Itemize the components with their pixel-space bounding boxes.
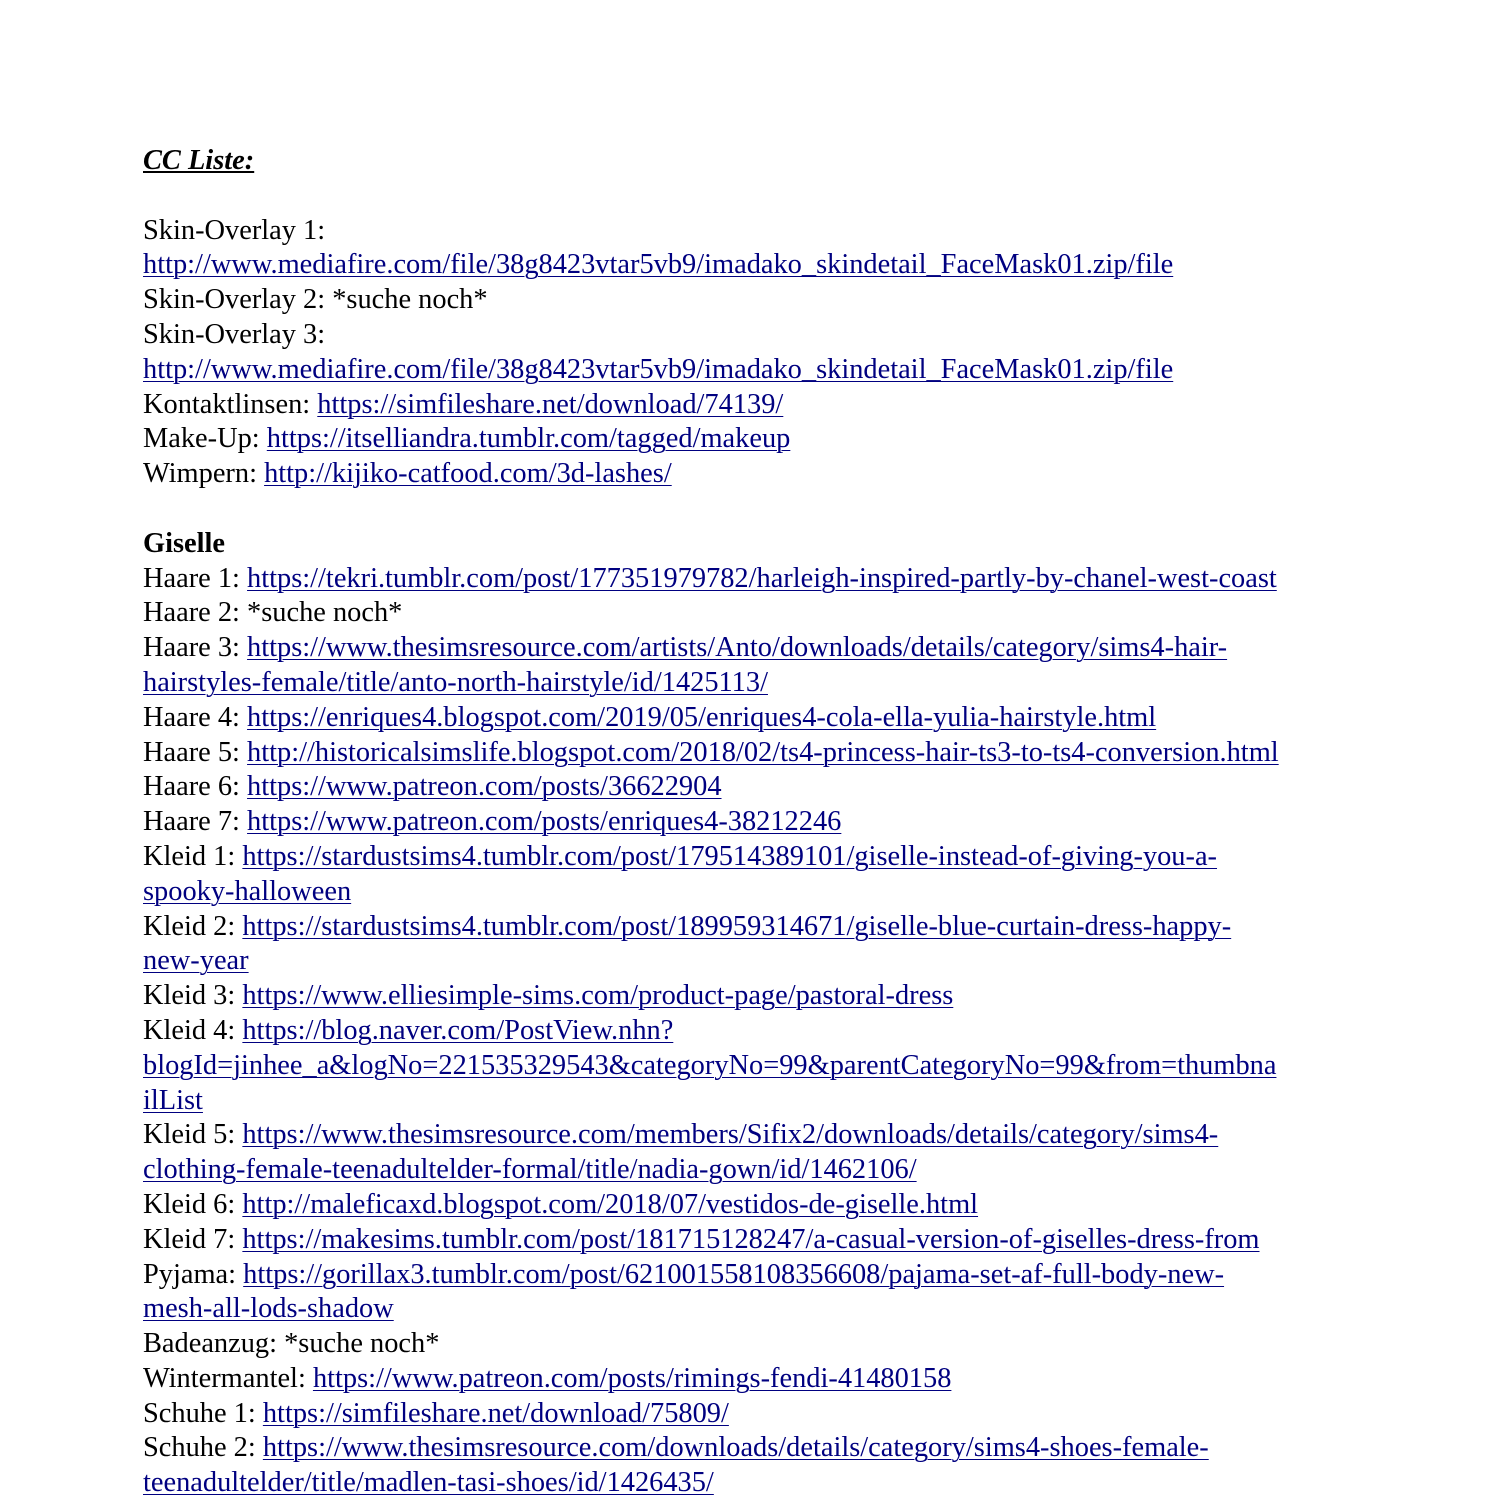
blank-line <box>143 492 1373 527</box>
list-item-label: Wintermantel: <box>143 1362 313 1394</box>
list-item-label: Badeanzug: *suche noch* <box>143 1328 440 1360</box>
list-item-label: Schuhe 1: <box>143 1397 263 1429</box>
list-item <box>143 562 1373 597</box>
link-skin-overlay-1[interactable]: http://www.mediafire.com/file/38g8423vtar5vb9/imadako_skindetail_FaceMask01.zip/file <box>143 249 1174 281</box>
list-item-label: Skin-Overlay 3: <box>143 318 326 350</box>
list-item-label: Kleid 5: <box>143 1119 243 1151</box>
link-skin-overlay-3[interactable]: http://www.mediafire.com/file/38g8423vtar5vb9/imadako_skindetail_FaceMask01.zip/file <box>143 353 1174 385</box>
list-item <box>143 770 1373 805</box>
list-item-label: Haare 2: *suche noch* <box>143 597 403 629</box>
list-item <box>143 701 1373 736</box>
link-text-part: https://blog.naver.com/PostView.nhn? <box>242 1014 674 1046</box>
link-haare-6[interactable]: https://www.patreon.com/posts/36622904 <box>247 771 722 803</box>
link-haare-1[interactable]: https://tekri.tumblr.com/post/177351979782/harleigh-inspired-partly-by-chanel-west-coast <box>247 562 1277 594</box>
link-text-part: new-year <box>143 945 249 977</box>
link-schuhe-1[interactable]: https://simfileshare.net/download/75809/ <box>262 1397 729 1429</box>
list-item-label: Pyjama: <box>143 1258 244 1290</box>
list-item-label: Kleid 4: <box>143 1014 243 1046</box>
link-kleid-3[interactable]: https://www.elliesimple-sims.com/product-page/pastoral-dress <box>242 980 954 1012</box>
link-text-part: https://gorillax3.tumblr.com/post/621001558108356608/pajama-set-af-full-body-new- <box>243 1258 1225 1290</box>
link-haare-7[interactable]: https://www.patreon.com/posts/enriques4-38212246 <box>247 806 842 838</box>
link-text-part: https://www.thesimsresource.com/artists/Anto/downloads/details/category/sims4-hair- <box>247 632 1228 664</box>
list-item-label: Kleid 7: <box>143 1223 243 1255</box>
list-item <box>143 1258 1373 1328</box>
list-item <box>143 979 1373 1014</box>
link-kleid-6[interactable]: http://maleficaxd.blogspot.com/2018/07/vestidos-de-giselle.html <box>242 1188 979 1220</box>
list-item <box>143 1223 1373 1258</box>
section-heading-giselle: Giselle <box>143 527 225 559</box>
link-text-part: https://www.thesimsresource.com/downloads/details/category/sims4-shoes-female- <box>262 1432 1209 1464</box>
link-text-part: ilList <box>143 1084 203 1116</box>
list-item-label: Haare 3: <box>143 632 248 664</box>
link-text-part: https://www.thesimsresource.com/members/Sifix2/downloads/details/category/sims4- <box>242 1119 1219 1151</box>
document-title: CC Liste: <box>143 145 255 176</box>
list-item-label: Haare 7: <box>143 806 248 838</box>
list-item-label: Haare 5: <box>143 736 248 768</box>
list-item <box>143 1118 1373 1188</box>
list-item <box>143 388 1373 423</box>
list-item <box>143 1014 1373 1118</box>
list-item-label: Kleid 6: <box>143 1188 243 1220</box>
list-item <box>143 1397 1373 1432</box>
link-haare-4[interactable]: https://enriques4.blogspot.com/2019/05/enriques4-cola-ella-yulia-hairstyle.html <box>247 701 1157 733</box>
link-wintermantel[interactable]: https://www.patreon.com/posts/rimings-fendi-41480158 <box>312 1362 952 1394</box>
link-wimpern[interactable]: http://kijiko-catfood.com/3d-lashes/ <box>264 458 672 490</box>
link-text-part: blogId=jinhee_a&logNo=221535329543&categoryNo=99&parentCategoryNo=99&from=thumbna <box>143 1049 1277 1081</box>
list-item-label: Wimpern: <box>143 458 265 490</box>
list-item <box>143 457 1373 492</box>
link-text-part: https://stardustsims4.tumblr.com/post/179514389101/giselle-instead-of-giving-you-a- <box>242 840 1218 872</box>
link-text-part: teenadultelder/title/madlen-tasi-shoes/id/1426435/ <box>143 1467 714 1499</box>
link-schuhe-2[interactable] <box>143 1432 1209 1498</box>
link-text-part: https://stardustsims4.tumblr.com/post/189959314671/giselle-blue-curtain-dress-happy- <box>242 910 1232 942</box>
link-kleid-5[interactable] <box>143 1119 1218 1185</box>
list-item-label: Skin-Overlay 2: *suche noch* <box>143 284 488 316</box>
list-item <box>143 422 1373 457</box>
list-item <box>143 805 1373 840</box>
link-kleid-1[interactable] <box>143 841 1217 907</box>
link-text-part: spooky-halloween <box>143 875 352 907</box>
list-item-label: Skin-Overlay 1: <box>143 214 326 246</box>
list-item <box>143 1431 1373 1501</box>
list-item-label: Kleid 1: <box>143 840 243 872</box>
link-make-up[interactable]: https://itselliandra.tumblr.com/tagged/makeup <box>266 423 791 455</box>
link-kleid-2[interactable] <box>143 911 1231 977</box>
link-kleid-7[interactable]: https://makesims.tumblr.com/post/181715128247/a-casual-version-of-giselles-dress-from <box>242 1223 1260 1255</box>
document-page <box>143 144 1373 1501</box>
list-item <box>143 910 1373 980</box>
list-item-label: Kleid 2: <box>143 910 243 942</box>
link-text-part: hairstyles-female/title/anto-north-hairstyle/id/1425113/ <box>143 666 768 698</box>
link-haare-5[interactable]: http://historicalsimslife.blogspot.com/2018/02/ts4-princess-hair-ts3-to-ts4-conversion.html <box>247 736 1279 768</box>
list-item <box>143 840 1373 910</box>
list-item-label: Make-Up: <box>143 423 267 455</box>
link-haare-3[interactable] <box>143 632 1227 698</box>
list-item-label: Kleid 3: <box>143 980 243 1012</box>
list-item-label: Haare 1: <box>143 562 248 594</box>
list-item-label: Haare 4: <box>143 701 248 733</box>
list-item-label: Kontaktlinsen: <box>143 388 318 420</box>
list-item <box>143 631 1373 701</box>
blank-line <box>143 179 1373 214</box>
list-item-label: Haare 6: <box>143 771 248 803</box>
list-item <box>143 736 1373 771</box>
list-item <box>143 1362 1373 1397</box>
link-text-part: clothing-female-teenadultelder-formal/title/nadia-gown/id/1462106/ <box>143 1154 917 1186</box>
list-item <box>143 1188 1373 1223</box>
link-pyjama[interactable] <box>143 1259 1224 1325</box>
link-kontaktlinsen[interactable]: https://simfileshare.net/download/74139/ <box>317 388 784 420</box>
list-item-label: Schuhe 2: <box>143 1432 263 1464</box>
link-kleid-4[interactable] <box>143 1015 1276 1116</box>
link-text-part: mesh-all-lods-shadow <box>143 1293 394 1325</box>
